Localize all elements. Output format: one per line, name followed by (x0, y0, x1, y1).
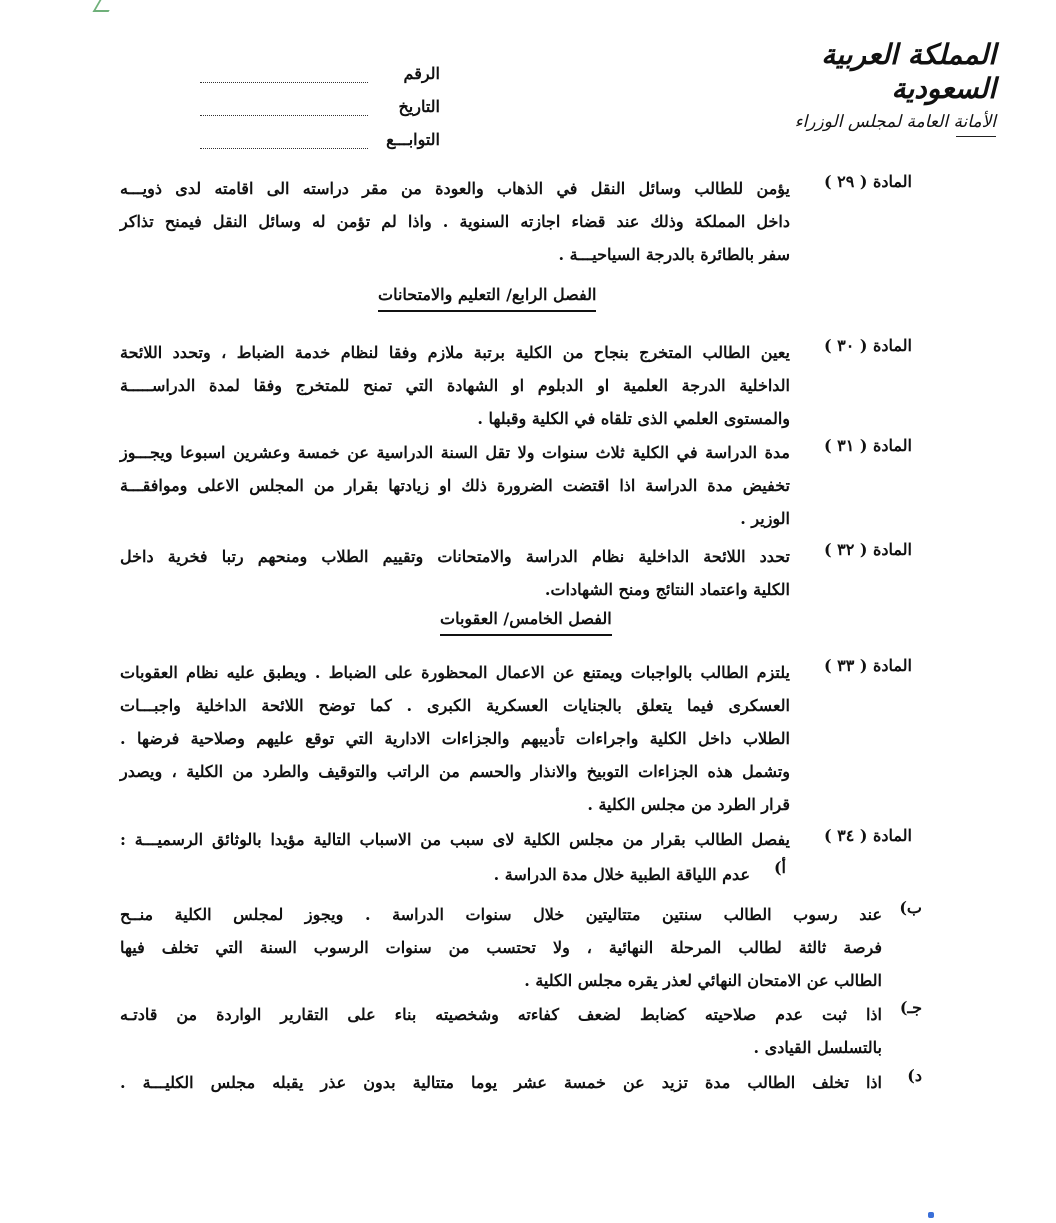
corner-dot (928, 1212, 934, 1218)
item-a (120, 858, 910, 891)
letterhead-name: المملكة العربية السعودية (821, 38, 996, 105)
item-letter: أ) (773, 858, 786, 877)
text-line: يؤمن للطالب وسائل النقل في الذهاب والعودة من مقر دراسته الى اقامته لدى ذويـــه (120, 179, 791, 198)
text-line: تخفيض مدة الدراسة اذا اقتضت الضرورة ذلك او زيادتها بقرار من المجلس الاعلى وموافقـــة (120, 476, 790, 495)
text-line: العسكرى فيما يتعلق بالجنايات العسكرية الكبرى . كما توضح اللائحة الداخلية واجبـــات (120, 696, 790, 715)
text-line: مدة الدراسة في الكلية ثلاث سنوات ولا تقل السنة الدراسية عن خمسة وعشرين اسبوعا ويجـــوز (120, 443, 790, 462)
letterhead-rule (956, 136, 996, 137)
text-line: فرصة ثالثة لطالب المرحلة النهائية ، ولا تحتسب من سنوات الرسوب السنة التي تخلف فيها (120, 938, 882, 957)
text-line: اذا تخلف الطالب مدة تزيد عن خمسة عشر يوما متتالية بدون عذر يقبله مجلس الكليـــة . (120, 1073, 882, 1092)
article-intro: يفصل الطالب بقرار من مجلس الكلية لاى سبب من الاسباب التالية مؤيدا بالوثائق الرسميـــة : (120, 830, 790, 849)
ref-number-row (200, 50, 440, 83)
ref-number-line (200, 68, 368, 83)
ref-attachments-row (200, 116, 440, 149)
text-line: الداخلية الدرجة العلمية او الدبلوم او الشهادة التي تمنح للمتخرج وفقا لمدة الدراســـــة (120, 376, 790, 395)
text-line: اذا ثبت عدم صلاحيته كضابط لضعف كفاءته وشخصيته بناء على التقارير الواردة من قادتـه (120, 1005, 882, 1024)
text-line: بالتسلسل القيادى . (753, 1038, 882, 1057)
text-line: يعين الطالب المتخرج بنجاح من الكلية برتبة ملازم وفقا لنظام خدمة الضباط ، وتحدد اللائحة (120, 343, 790, 362)
text-line: يلتزم الطالب بالواجبات ويمتنع عن الاعمال المحظورة على الضباط . ويطبق عليه نظام العقوبات (120, 663, 790, 682)
sub-item (120, 858, 786, 891)
article-label: المادة ( ٢٩ ) (824, 172, 912, 191)
article-29 (120, 172, 910, 271)
article-label: المادة ( ٣١ ) (824, 436, 912, 455)
text-line: والمستوى العلمي الذى تلقاه في الكلية وقبلها . (477, 409, 790, 428)
text-line: سفر بالطائرة بالدرجة السياحيـــة . (558, 245, 790, 264)
article-30 (120, 336, 910, 435)
item-d (120, 1066, 922, 1099)
text-line: وتشمل هذه الجزاءات التوبيخ والانذار والحسم من الراتب والتوقيف والطرد من الكلية ، ويصدر (120, 762, 790, 781)
text-line: تحدد اللائحة الداخلية نظام الدراسة والامتحانات وتقييم الطلاب ومنحهم رتبا فخرية داخل (120, 547, 790, 566)
item-b (120, 898, 922, 997)
sub-item (120, 998, 922, 1064)
corner-mark (93, 0, 116, 12)
ref-date-row (200, 83, 440, 116)
text-line: داخل المملكة وذلك عند قضاء اجازته السنوية . واذا لم تؤمن له وسائل النقل فيمنح تذاكر (120, 212, 790, 231)
sub-item (120, 1066, 922, 1099)
item-letter: ب) (899, 898, 922, 917)
ref-attachments-label: التوابـــع (386, 130, 440, 149)
sub-item (120, 898, 922, 997)
article-label: المادة ( ٣٢ ) (824, 540, 912, 559)
text-line: الطلاب داخل الكلية واجراءات تأديبهم والجزاءات الادارية التي توقع عليهم وصلاحية فرضها . (120, 729, 790, 748)
ref-date-line (200, 101, 368, 116)
chapter-heading-4: الفصل الرابع/ التعليم والامتحانات (378, 282, 596, 312)
ref-attachments-line (200, 134, 368, 149)
article-33 (120, 656, 910, 821)
item-letter: جـ) (899, 998, 922, 1017)
chapter-heading-5: الفصل الخامس/ العقوبات (440, 606, 612, 636)
ref-date-label: التاريخ (398, 97, 440, 116)
text-line: الطالب عن الامتحان النهائي لعذر يقره مجلس الكلية . (524, 971, 882, 990)
article-label: المادة ( ٣٣ ) (824, 656, 912, 675)
reference-fields (200, 50, 440, 149)
article-label: المادة ( ٣٤ ) (824, 826, 912, 845)
text-line: قرار الطرد من مجلس الكلية . (587, 795, 790, 814)
article-32 (120, 540, 910, 606)
text-line: الكلية واعتماد النتائج ومنح الشهادات. (544, 580, 790, 599)
text-line: الوزير . (740, 509, 790, 528)
article-label: المادة ( ٣٠ ) (824, 336, 912, 355)
article-31 (120, 436, 910, 535)
ref-number-label: الرقم (403, 64, 440, 83)
letterhead (736, 38, 996, 132)
article-34 (120, 826, 910, 854)
text-line: عند رسوب الطالب سنتين متتاليتين خلال سنوات الدراسة . ويجوز لمجلس الكلية منــح (120, 905, 882, 924)
letterhead-subtitle: الأمانة العامة لمجلس الوزراء (794, 112, 996, 132)
item-c (120, 998, 922, 1064)
item-letter: د) (907, 1066, 922, 1085)
text-line: عدم اللياقة الطبية خلال مدة الدراسة . (493, 865, 750, 884)
